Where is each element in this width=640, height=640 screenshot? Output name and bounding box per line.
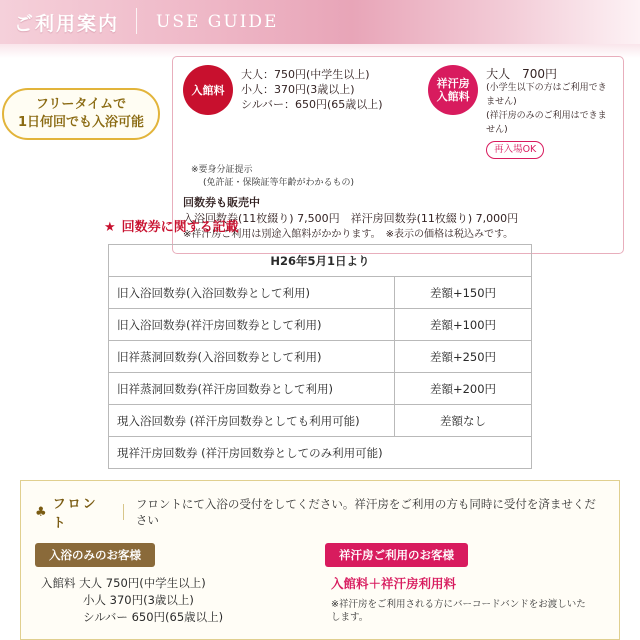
card-bath-only-title: 入浴のみのお客様 — [35, 543, 155, 567]
entry-fee-badge-label: 入館料 — [191, 83, 225, 97]
card-bath-only-line3: シルバー 650円(65歳以上) — [83, 610, 224, 624]
card-bath-only-line2: 小人 370円(3歳以上) — [83, 593, 194, 607]
section-heading — [104, 216, 239, 235]
table-cell-label: 旧入浴回数券(入浴回数券として利用) — [109, 277, 395, 309]
page-header — [0, 0, 640, 44]
header-divider — [136, 8, 137, 34]
sauna-fee-badge — [428, 65, 478, 115]
sauna-fee-price: 大人 700円 — [486, 67, 557, 81]
table-cell-amount: 差額なし — [395, 405, 532, 437]
entry-fee-row-child: 小人：370円(3歳以上) — [241, 83, 355, 96]
card-sauna-use — [325, 543, 587, 626]
card-sauna-use-body — [325, 575, 587, 624]
sauna-fee-note2: (祥汗房のみのご利用はできません) — [486, 111, 607, 135]
table-cell-amount: 差額+150円 — [395, 277, 532, 309]
freetime-line1: フリータイムで — [35, 97, 127, 112]
card-bath-only — [35, 543, 297, 626]
section-heading-label: 回数券に関する記載 — [121, 220, 239, 235]
ticket-note: ※祥汗房ご利用は別途入館料がかかります。 ※表示の価格は税込みです。 — [183, 229, 514, 240]
reentry-badge: 再入場OK — [486, 141, 544, 159]
header-title-en: USE GUIDE — [156, 12, 279, 32]
table-cell-label: 旧祥蒸洞回数券(祥汗房回数券として利用) — [109, 373, 395, 405]
table-row — [109, 437, 532, 469]
entry-fee-row-silver: シルバー：650円(65歳以上) — [241, 98, 383, 111]
ticket-table — [108, 244, 532, 469]
entry-price-group — [183, 65, 420, 159]
sauna-fee-badge-line1: 祥汗房 — [436, 77, 470, 90]
table-cell-label: 旧祥蒸洞回数券(入浴回数券として利用) — [109, 341, 395, 373]
freetime-badge — [2, 88, 160, 140]
clover-icon: ♣ — [35, 504, 47, 520]
sauna-price-group — [428, 65, 613, 159]
entry-fee-row-adult: 大人：750円(中学生以上) — [241, 68, 370, 81]
card-sauna-use-title: 祥汗房ご利用のお客様 — [325, 543, 468, 567]
header-title-jp: ご利用案内 — [14, 13, 120, 35]
table-cell-label: 旧入浴回数券(祥汗房回数券として利用) — [109, 309, 395, 341]
sauna-fee-note1: (小学生以下の方はご利用できません) — [486, 83, 607, 107]
card-sauna-use-highlight: 入館料＋祥汗房利用料 — [331, 576, 457, 591]
price-panel — [172, 56, 624, 254]
front-divider — [123, 504, 124, 520]
table-row-head — [109, 245, 532, 277]
table-row — [109, 309, 532, 341]
table-cell-label: 現祥汗房回数券 (祥汗房回数券としてのみ利用可能) — [109, 437, 532, 469]
card-bath-only-label: 入館料 — [41, 576, 76, 590]
table-cell-amount: 差額+250円 — [395, 341, 532, 373]
table-head-label: H26年5月1日より — [109, 245, 532, 277]
table-row — [109, 373, 532, 405]
table-row — [109, 405, 532, 437]
ticket-title: 回数券も販売中 — [183, 196, 260, 209]
table-cell-label: 現入浴回数券 (祥汗房回数券としても利用可能) — [109, 405, 395, 437]
entry-fee-badge — [183, 65, 233, 115]
front-header — [35, 493, 605, 531]
table-row — [109, 341, 532, 373]
front-description: フロントにて入浴の受付をしてください。祥汗房をご利用の方も同時に受付を済ませください — [135, 497, 596, 527]
table-row — [109, 277, 532, 309]
entry-fee-note1: ※要身分証提示 — [191, 165, 253, 175]
ticket-block — [183, 195, 613, 243]
freetime-line2: 1日何回でも入浴可能 — [17, 115, 145, 130]
ticket-line: 入浴回数券(11枚綴り) 7,500円 祥汗房回数券(11枚綴り) 7,000円 — [183, 212, 519, 225]
card-sauna-use-note: ※祥汗房をご利用される方にバーコードバンドをお渡しいたします。 — [331, 599, 586, 623]
entry-fee-rows — [241, 65, 383, 159]
sauna-fee-badge-line2: 入館料 — [436, 90, 470, 103]
entry-fee-note2: (免許証・保険証等年齢がわかるもの) — [203, 178, 355, 188]
table-cell-amount: 差額+100円 — [395, 309, 532, 341]
front-title: フロント — [52, 497, 98, 531]
front-section — [20, 480, 620, 640]
card-bath-only-line1: 大人 750円(中学生以上) — [79, 576, 206, 590]
sauna-fee-rows — [486, 65, 613, 159]
star-icon: ★ — [104, 220, 116, 235]
card-bath-only-body — [35, 575, 297, 626]
table-cell-amount: 差額+200円 — [395, 373, 532, 405]
